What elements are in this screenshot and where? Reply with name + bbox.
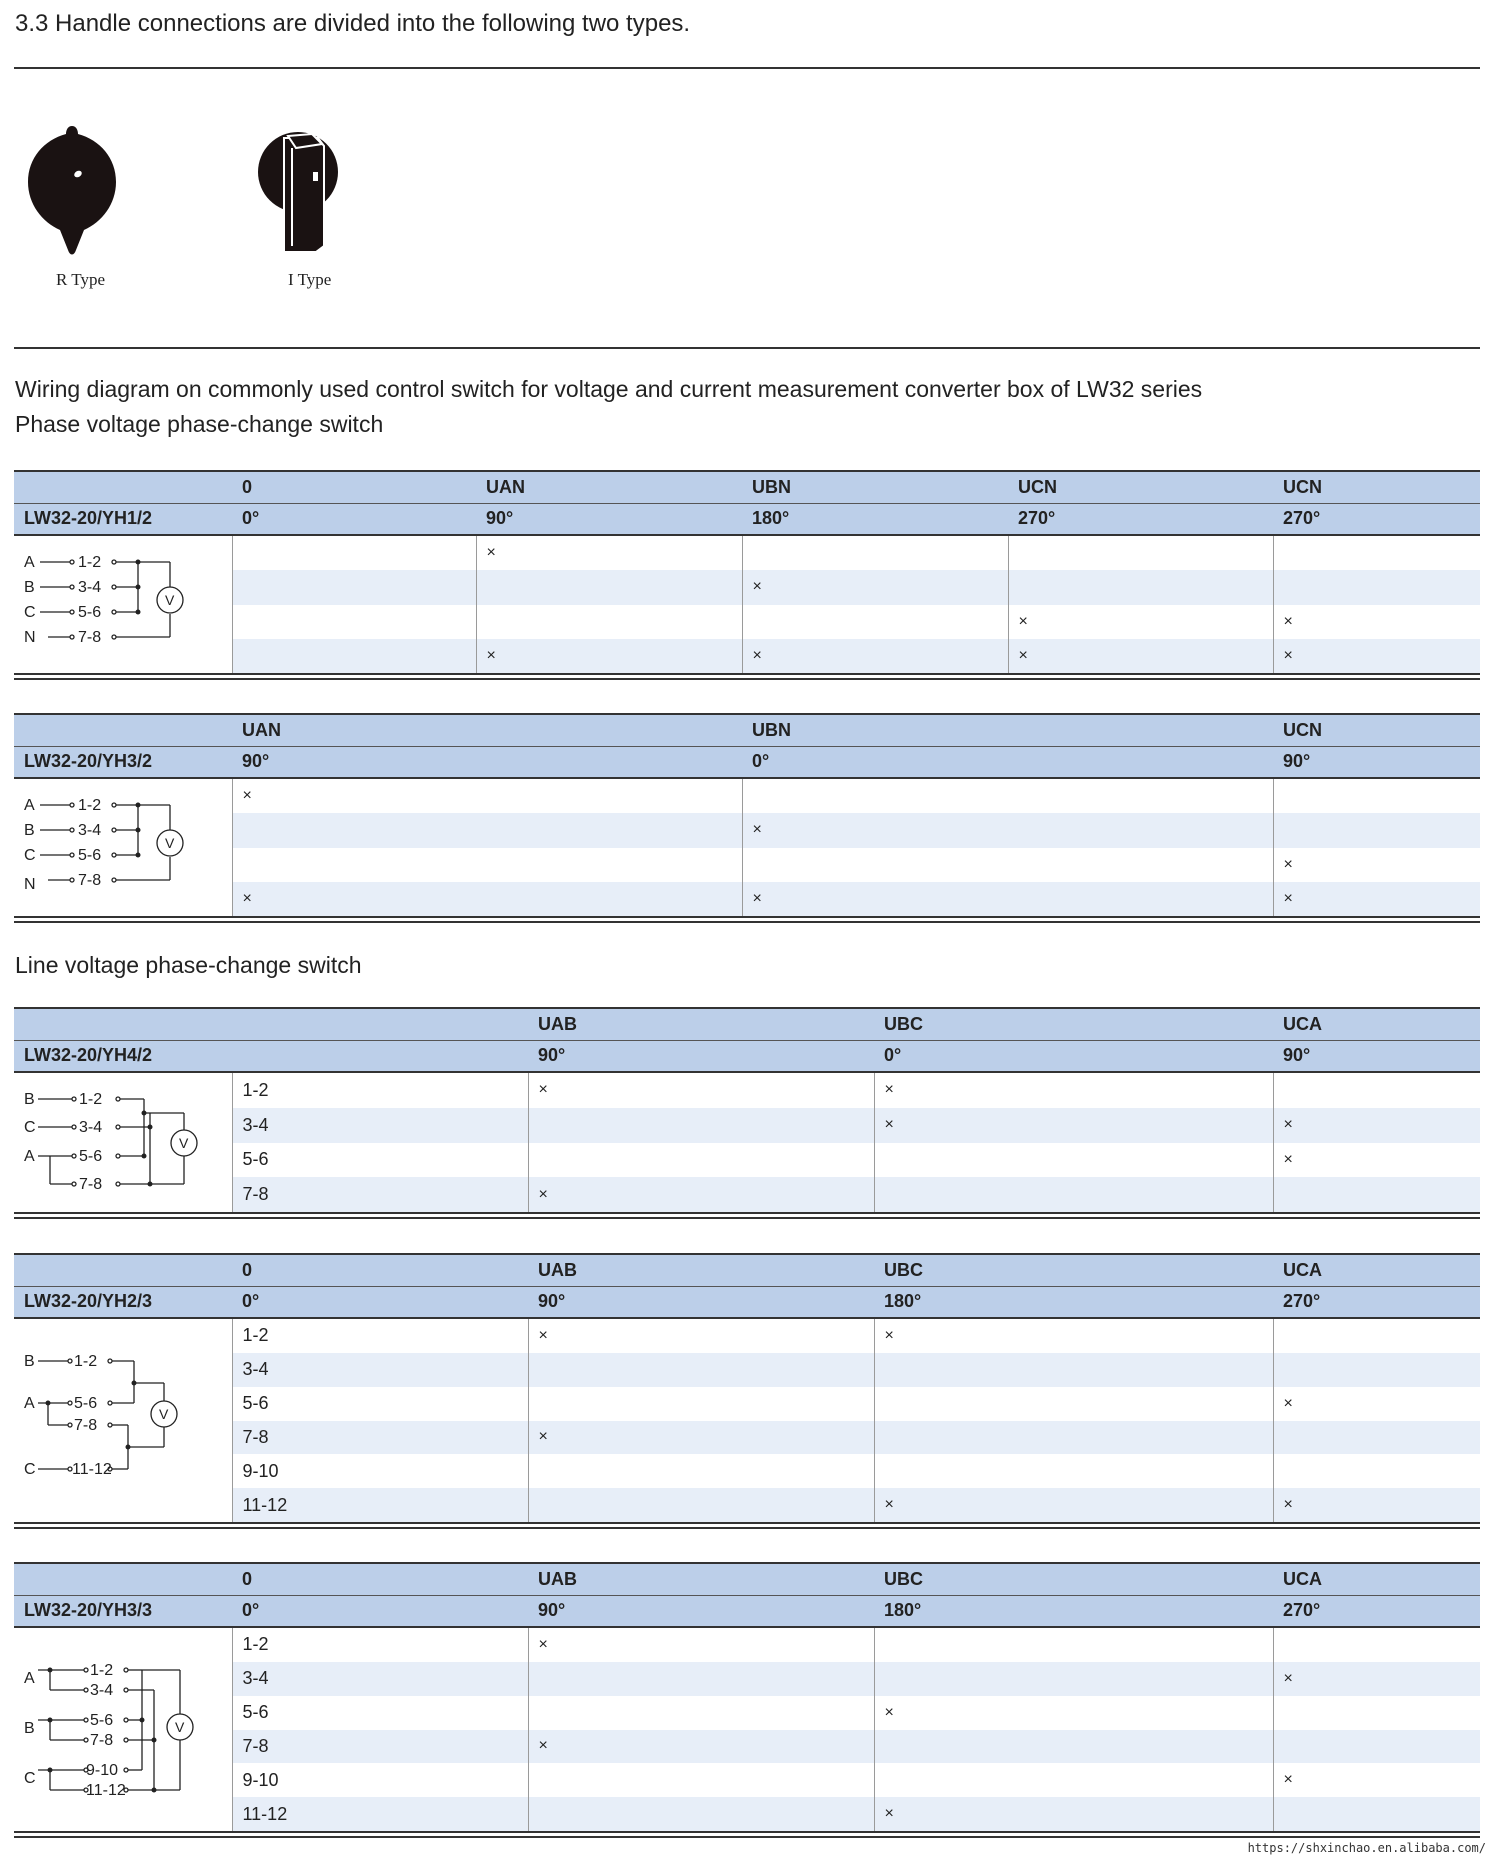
table-cell <box>528 1454 874 1488</box>
table-cell <box>1273 1454 1480 1488</box>
table-cell <box>874 1387 1273 1421</box>
phase-label: N <box>24 876 36 893</box>
header-cell <box>14 714 232 746</box>
contact-label: 5-6 <box>232 1143 528 1178</box>
table-cell: × <box>874 1488 1273 1522</box>
wiring-diagram <box>14 1073 232 1207</box>
position-label: UAN <box>232 714 742 746</box>
wiring-diagram <box>14 536 232 668</box>
table-cell <box>1273 778 1480 813</box>
table-cell: × <box>528 1072 874 1108</box>
contact-label: 7-8 <box>78 872 102 889</box>
contact-label: 3-4 <box>78 822 102 839</box>
r-type-handle-icon <box>24 122 120 260</box>
table-cell: × <box>476 639 742 673</box>
contact-label: 9-10 <box>86 1762 119 1779</box>
table-bottom-rule <box>14 1212 1480 1219</box>
position-label: UBC <box>874 1254 1273 1286</box>
table-cell: × <box>1008 639 1273 673</box>
contact-label: 11-12 <box>232 1488 528 1522</box>
contact-label: 1-2 <box>232 1072 528 1108</box>
contact-label: 5-6 <box>78 604 102 621</box>
table-cell <box>528 1696 874 1730</box>
contact-label: 7-8 <box>232 1177 528 1212</box>
contact-label: 7-8 <box>232 1421 528 1455</box>
phase-label: C <box>24 1461 36 1478</box>
table-cell: × <box>874 1072 1273 1108</box>
voltmeter-label: V <box>165 592 175 608</box>
phase-label: B <box>24 1091 35 1108</box>
position-label: UCA <box>1273 1254 1480 1286</box>
table-cell: × <box>742 570 1008 604</box>
angle-label: 0° <box>232 503 476 535</box>
table-cell: × <box>232 778 742 813</box>
position-label: UAN <box>476 471 742 503</box>
position-label: UCN <box>1273 714 1480 746</box>
table-bottom-rule <box>14 1522 1480 1529</box>
table-cell: × <box>874 1797 1273 1831</box>
table-cell: × <box>1008 605 1273 639</box>
table-cell: × <box>1273 1387 1480 1421</box>
contact-label: 1-2 <box>78 797 102 814</box>
position-label: UBC <box>874 1008 1273 1040</box>
table-cell <box>528 1108 874 1143</box>
contact-label: 3-4 <box>79 1119 103 1136</box>
table-cell <box>874 1730 1273 1764</box>
phase-label: B <box>24 579 35 596</box>
contact-label: 5-6 <box>90 1712 114 1729</box>
table-bottom-rule <box>14 916 1480 923</box>
wiring-diagram <box>14 1628 232 1826</box>
position-label <box>232 1008 528 1040</box>
wiring-diagram-cell <box>14 778 232 916</box>
section-heading: 3.3 Handle connections are divided into the following two types. <box>15 10 691 37</box>
position-label: UBN <box>742 471 1008 503</box>
model-name: LW32-20/YH4/2 <box>14 1040 232 1072</box>
table-cell: × <box>742 639 1008 673</box>
table-cell: × <box>1273 1662 1480 1696</box>
angle-label: 90° <box>232 746 742 778</box>
position-label: UBC <box>874 1563 1273 1595</box>
table-bottom-rule <box>14 673 1480 680</box>
angle-label <box>232 1040 528 1072</box>
divider <box>14 67 1480 69</box>
switch-table-yh4 <box>14 1007 1480 1219</box>
table-cell: × <box>742 882 1273 916</box>
model-name: LW32-20/YH3/2 <box>14 746 232 778</box>
phase-label: C <box>24 1119 36 1136</box>
table-cell <box>1273 1627 1480 1662</box>
position-label: UAB <box>528 1254 874 1286</box>
table-cell <box>742 535 1008 570</box>
header-cell <box>14 1563 232 1595</box>
table-cell <box>1273 535 1480 570</box>
contact-label: 3-4 <box>90 1682 114 1699</box>
contact-label: 5-6 <box>79 1148 103 1165</box>
table-cell <box>874 1143 1273 1178</box>
phase-label: C <box>24 604 36 621</box>
model-name: LW32-20/YH2/3 <box>14 1286 232 1318</box>
angle-label: 270° <box>1273 503 1480 535</box>
table-cell: × <box>1273 848 1480 882</box>
table-cell <box>1008 570 1273 604</box>
table-cell <box>742 848 1273 882</box>
contact-label: 5-6 <box>74 1395 98 1412</box>
angle-label: 0° <box>742 746 1273 778</box>
table-cell: × <box>1273 605 1480 639</box>
phase-label: B <box>24 1720 35 1737</box>
contact-label: 9-10 <box>232 1454 528 1488</box>
position-label: UAB <box>528 1008 874 1040</box>
wiring-diagram <box>14 1319 232 1517</box>
table-cell <box>1273 570 1480 604</box>
phase-label: A <box>24 554 35 571</box>
position-label: UCN <box>1008 471 1273 503</box>
contact-label: 7-8 <box>232 1730 528 1764</box>
wiring-diagram <box>14 779 232 911</box>
phase-label: A <box>24 1670 35 1687</box>
contact-label: 3-4 <box>232 1662 528 1696</box>
table-cell: × <box>1273 639 1480 673</box>
table-cell <box>874 1627 1273 1662</box>
table-cell: × <box>874 1108 1273 1143</box>
table-cell <box>528 1763 874 1797</box>
contact-label: 7-8 <box>79 1176 103 1193</box>
contact-label: 3-4 <box>78 579 102 596</box>
wiring-diagram-cell <box>14 535 232 673</box>
table-cell: × <box>528 1730 874 1764</box>
position-label: UAB <box>528 1563 874 1595</box>
table-cell <box>874 1353 1273 1387</box>
angle-label: 180° <box>742 503 1008 535</box>
i-type-label: I Type <box>288 270 332 289</box>
angle-label: 270° <box>1273 1286 1480 1318</box>
contact-label: 7-8 <box>78 629 102 646</box>
contact-label: 1-2 <box>79 1091 103 1108</box>
table-cell: × <box>528 1627 874 1662</box>
table-cell <box>528 1387 874 1421</box>
voltmeter-label: V <box>175 1719 185 1735</box>
contact-label: 5-6 <box>232 1696 528 1730</box>
angle-label: 90° <box>528 1286 874 1318</box>
switch-table-yh1 <box>14 470 1480 680</box>
table-cell <box>874 1763 1273 1797</box>
angle-label: 0° <box>232 1286 528 1318</box>
table-cell <box>232 535 476 570</box>
angle-label: 90° <box>1273 1040 1480 1072</box>
table-cell <box>874 1177 1273 1212</box>
position-label: UCA <box>1273 1563 1480 1595</box>
table-cell <box>874 1454 1273 1488</box>
table-cell <box>742 778 1273 813</box>
position-label: 0 <box>232 1254 528 1286</box>
table-cell <box>528 1662 874 1696</box>
table-cell <box>476 570 742 604</box>
voltmeter-label: V <box>165 835 175 851</box>
wiring-diagram-cell <box>14 1072 232 1212</box>
phase-label: N <box>24 629 36 646</box>
table-cell: × <box>1273 882 1480 916</box>
angle-label: 0° <box>232 1595 528 1627</box>
switch-table-yh3-3 <box>14 1562 1480 1838</box>
angle-label: 90° <box>1273 746 1480 778</box>
table-cell <box>232 639 476 673</box>
position-label: 0 <box>232 1563 528 1595</box>
table-cell <box>1008 535 1273 570</box>
header-cell <box>14 1008 232 1040</box>
angle-label: 270° <box>1008 503 1273 535</box>
table-cell <box>232 570 476 604</box>
angle-label: 180° <box>874 1595 1273 1627</box>
angle-label: 90° <box>528 1040 874 1072</box>
table-cell: × <box>874 1318 1273 1353</box>
phase-label: A <box>24 797 35 814</box>
voltmeter-label: V <box>159 1406 169 1422</box>
table-cell: × <box>232 882 742 916</box>
table-cell <box>232 848 742 882</box>
voltmeter-label: V <box>179 1135 189 1151</box>
contact-label: 1-2 <box>232 1627 528 1662</box>
contact-label: 1-2 <box>78 554 102 571</box>
contact-label: 1-2 <box>74 1353 98 1370</box>
angle-label: 270° <box>1273 1595 1480 1627</box>
phase-label: A <box>24 1148 35 1165</box>
table-cell <box>1273 1696 1480 1730</box>
table-cell <box>874 1421 1273 1455</box>
contact-label: 7-8 <box>74 1417 98 1434</box>
table-cell <box>1273 1730 1480 1764</box>
phase-label: B <box>24 822 35 839</box>
table-cell <box>476 605 742 639</box>
table-cell: × <box>528 1421 874 1455</box>
contact-label: 5-6 <box>232 1387 528 1421</box>
angle-label: 180° <box>874 1286 1273 1318</box>
angle-label: 90° <box>476 503 742 535</box>
table-cell: × <box>1273 1763 1480 1797</box>
phase-label: A <box>24 1395 35 1412</box>
table-cell: × <box>874 1696 1273 1730</box>
table-cell <box>1273 813 1480 847</box>
table-cell: × <box>528 1318 874 1353</box>
angle-label: 0° <box>874 1040 1273 1072</box>
table-cell: × <box>1273 1108 1480 1143</box>
table-cell <box>528 1353 874 1387</box>
table-cell <box>1273 1072 1480 1108</box>
table-cell: × <box>742 813 1273 847</box>
table-cell <box>1273 1353 1480 1387</box>
switch-table-yh2-3 <box>14 1253 1480 1529</box>
table-cell <box>1273 1177 1480 1212</box>
switch-table-yh3-2 <box>14 713 1480 923</box>
line-heading: Line voltage phase-change switch <box>15 952 362 978</box>
table-cell <box>1273 1797 1480 1831</box>
wiring-diagram-cell <box>14 1318 232 1522</box>
phase-heading: Phase voltage phase-change switch <box>15 411 384 437</box>
model-name: LW32-20/YH1/2 <box>14 503 232 535</box>
table-cell: × <box>528 1177 874 1212</box>
contact-label: 9-10 <box>232 1763 528 1797</box>
table-cell <box>528 1488 874 1522</box>
position-label: UCN <box>1273 471 1480 503</box>
angle-label: 90° <box>528 1595 874 1627</box>
table-cell <box>232 813 742 847</box>
table-cell <box>232 605 476 639</box>
table-cell: × <box>1273 1143 1480 1178</box>
table-cell <box>874 1662 1273 1696</box>
contact-label: 11-12 <box>232 1797 528 1831</box>
phase-label: C <box>24 1770 36 1787</box>
wiring-diagram-cell <box>14 1627 232 1831</box>
position-label: UBN <box>742 714 1273 746</box>
contact-label: 1-2 <box>232 1318 528 1353</box>
table-cell <box>742 605 1008 639</box>
i-type-handle-icon <box>256 128 346 256</box>
phase-label: C <box>24 847 36 864</box>
wiring-heading: Wiring diagram on commonly used control switch for voltage and current measurement converter box of LW32 series <box>15 376 1203 402</box>
contact-label: 7-8 <box>90 1732 114 1749</box>
table-cell <box>1273 1318 1480 1353</box>
contact-label: 1-2 <box>90 1662 114 1679</box>
table-cell <box>528 1143 874 1178</box>
table-cell <box>1273 1421 1480 1455</box>
contact-label: 3-4 <box>232 1108 528 1143</box>
r-type-label: R Type <box>56 270 106 289</box>
contact-label: 11-12 <box>72 1461 112 1478</box>
footer-url: https://shxinchao.en.alibaba.com/ <box>1247 1841 1486 1855</box>
table-cell: × <box>1273 1488 1480 1522</box>
contact-label: 5-6 <box>78 847 102 864</box>
header-cell <box>14 471 232 503</box>
model-name: LW32-20/YH3/3 <box>14 1595 232 1627</box>
divider <box>14 347 1480 349</box>
position-label: UCA <box>1273 1008 1480 1040</box>
table-cell <box>528 1797 874 1831</box>
table-cell: × <box>476 535 742 570</box>
table-bottom-rule <box>14 1831 1480 1838</box>
header-cell <box>14 1254 232 1286</box>
phase-label: B <box>24 1353 35 1370</box>
position-label: 0 <box>232 471 476 503</box>
contact-label: 11-12 <box>86 1782 126 1799</box>
contact-label: 3-4 <box>232 1353 528 1387</box>
